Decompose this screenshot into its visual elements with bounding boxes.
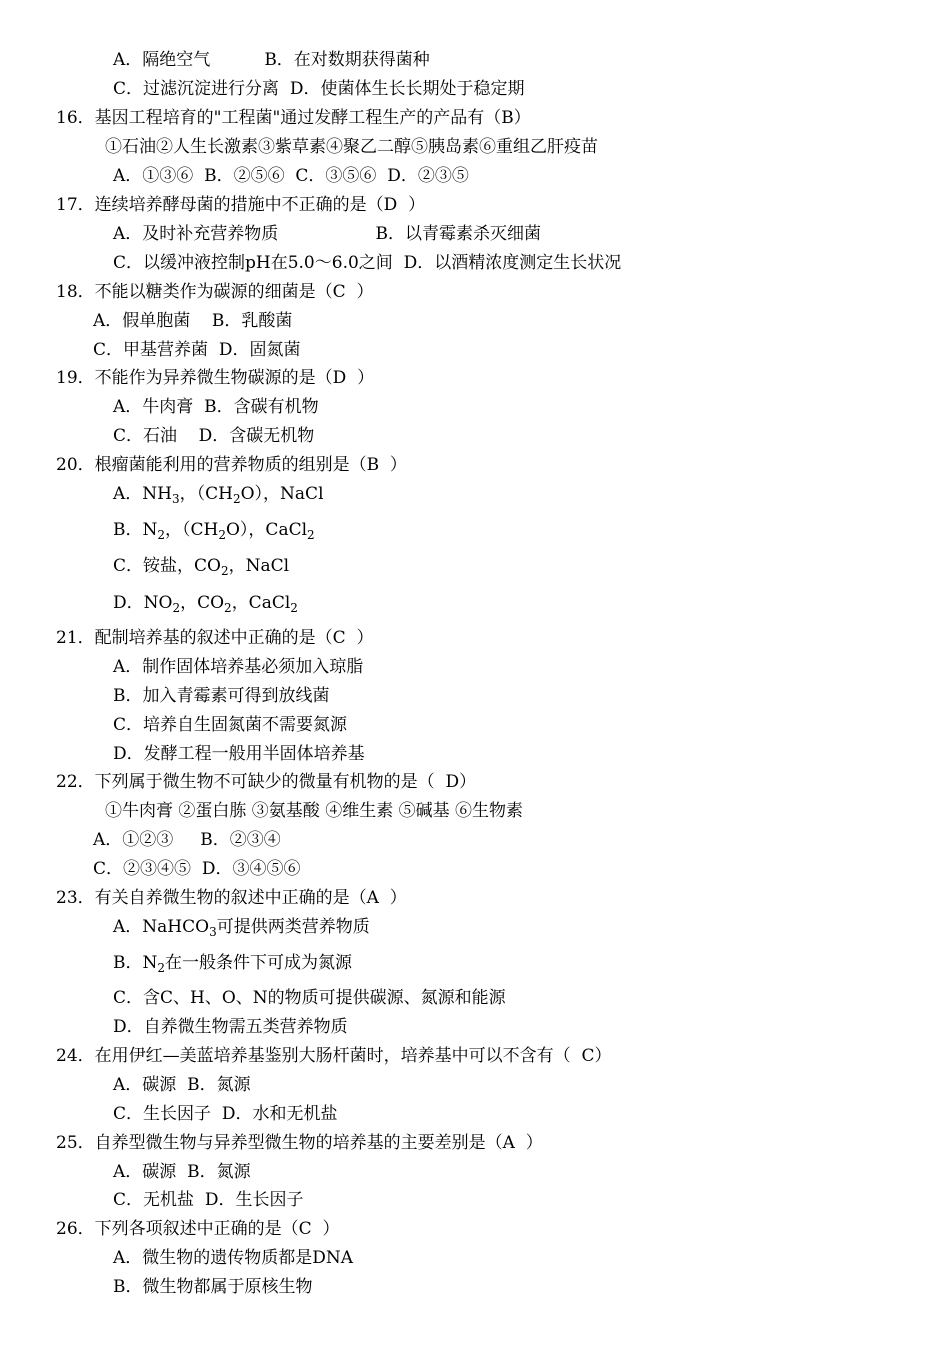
q23-option-c: C．含C、H、O、N的物质可提供碳源、氮源和能源 [113, 988, 506, 1008]
q21-option-b: B．加入青霉素可得到放线菌 [113, 686, 330, 706]
q21-option-d: D．发酵工程一般用半固体培养基 [113, 744, 365, 764]
q20-option-b: B．$N_2$，$(CH_2O)$，CaCl$_2$ [113, 520, 315, 542]
q15-options-ab: A．隔绝空气 B．在对数期获得菌种 [113, 50, 430, 70]
q26-option-a: A．微生物的遗传物质都是DNA [113, 1248, 354, 1268]
q18-options-ab: A．假单胞菌 B．乳酸菌 [93, 311, 293, 331]
q22-options-cd: C．②③④⑤ D．③④⑤⑥ [93, 859, 301, 879]
q25-stem: 25．自养型微生物与异养型微生物的培养基的主要差别是（A ） [56, 1133, 543, 1153]
q23-option-b: B．$N_2$在一般条件下可成为氮源 [113, 953, 353, 975]
q19-stem: 19．不能作为异养微生物碳源的是（D ） [56, 368, 375, 388]
q16-options: A．①③⑥ B．②⑤⑥ C．③⑤⑥ D．②③⑤ [113, 166, 469, 186]
q15-options-cd: C．过滤沉淀进行分离 D．使菌体生长长期处于稳定期 [113, 79, 525, 99]
q20-option-c: C．铵盐，$CO_2$，NaCl [113, 556, 290, 578]
q23-option-a: A．NaHCO$_3$可提供两类营养物质 [113, 917, 370, 939]
q20-option-a: A．$NH_3$，$(CH_2O)$，NaCl [113, 484, 324, 506]
q25-options-cd: C．无机盐 D．生长因子 [113, 1190, 304, 1210]
q17-options-cd: C．以缓冲液控制pH在5.0～6.0之间 D．以酒精浓度测定生长状况 [113, 253, 622, 273]
q22-items: ①牛肉膏 ②蛋白胨 ③氨基酸 ④维生素 ⑤碱基 ⑥生物素 [105, 801, 524, 821]
q21-option-a: A．制作固体培养基必须加入琼脂 [113, 657, 364, 677]
q26-stem: 26．下列各项叙述中正确的是（C ） [56, 1219, 340, 1239]
q22-options-ab: A．①②③ B．②③④ [93, 830, 281, 850]
q18-options-cd: C．甲基营养菌 D．固氮菌 [93, 340, 301, 360]
q16-stem: 16．基因工程培育的"工程菌"通过发酵工程生产的产品有（B） [56, 108, 531, 128]
q19-options-cd: C．石油 D．含碳无机物 [113, 426, 315, 446]
q24-options-cd: C．生长因子 D．水和无机盐 [113, 1104, 338, 1124]
q17-options-ab: A．及时补充营养物质 B．以青霉素杀灭细菌 [113, 224, 542, 244]
q16-items: ①石油②人生长激素③紫草素④聚乙二醇⑤胰岛素⑥重组乙肝疫苗 [105, 137, 598, 157]
q21-stem: 21．配制培养基的叙述中正确的是（C ） [56, 628, 374, 648]
q20-stem: 20．根瘤菌能利用的营养物质的组别是（B ） [56, 455, 407, 475]
q18-stem-line: 18．不能以糖类作为碳源的细菌是（C ） [56, 282, 374, 302]
q19-options-ab: A．牛肉膏 B．含碳有机物 [113, 397, 319, 417]
q23-stem: 23．有关自养微生物的叙述中正确的是（A ） [56, 888, 407, 908]
q17-stem: 17．连续培养酵母菌的措施中不正确的是（D ） [56, 195, 426, 215]
q25-options-ab: A．碳源 B．氮源 [113, 1162, 251, 1182]
q24-stem: 24．在用伊红—美蓝培养基鉴别大肠杆菌时，培养基中可以不含有（ C） [56, 1046, 612, 1066]
q26-option-b: B．微生物都属于原核生物 [113, 1277, 313, 1297]
q20-option-d: D．$NO_2$，$CO_2$，CaCl$_2$ [113, 593, 298, 615]
q24-options-ab: A．碳源 B．氮源 [113, 1075, 251, 1095]
q23-option-d: D．自养微生物需五类营养物质 [113, 1017, 348, 1037]
q21-option-c: C．培养自生固氮菌不需要氮源 [113, 715, 348, 735]
q22-stem: 22．下列属于微生物不可缺少的微量有机物的是（ D） [56, 772, 477, 792]
